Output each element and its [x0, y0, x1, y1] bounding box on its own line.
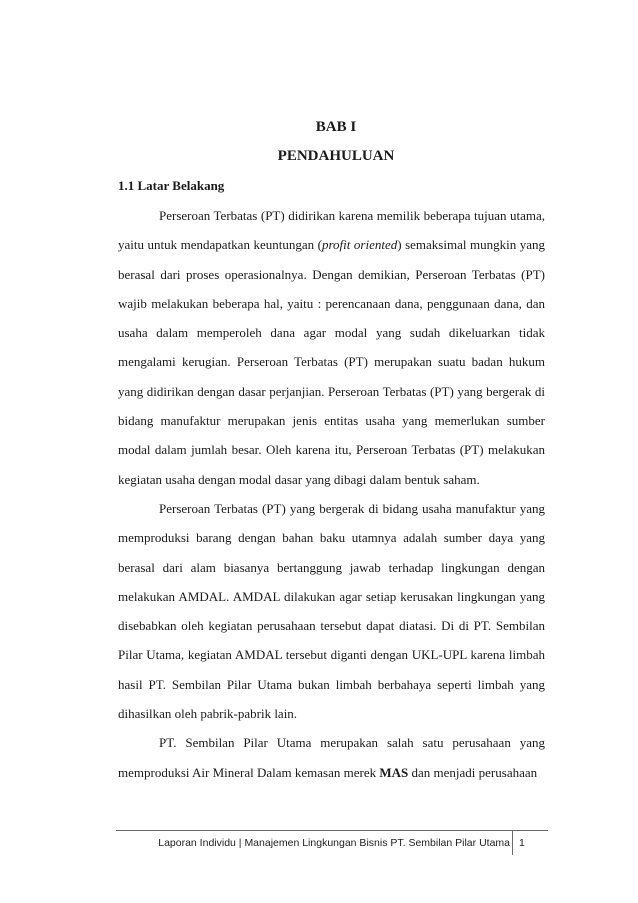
section-heading: 1.1 Latar Belakang: [118, 178, 225, 193]
page-footer: [116, 831, 548, 855]
paragraph-3-text-start: PT. Sembilan Pilar Utama merupakan salah satu perusahaan yang memproduksi Air Mineral Dalam kemasan merek: [118, 735, 545, 780]
paragraph-2: Perseroan Terbatas (PT) yang bergerak di bidang usaha manufaktur yang memproduksi barang dengan bahan baku utamnya adalah sumber daya yang berasal dari alam biasanya bertanggung jawab terhadap lingkungan dengan melakukan AMDAL. AMDAL dilakukan agar setiap kerusakan lingkungan yang disebabkan oleh kegiatan perusahaan tersebut dapat diatasi. Di di PT. Sembilan Pilar Utama, kegiatan AMDAL tersebut diganti dengan UKL-UPL karena limbah hasil PT. Sembilan Pilar Utama bukan limbah berbahaya seperti limbah yang dihasilkan oleh pabrik-pabrik lain.: [118, 500, 545, 722]
paragraph-3-text-end: dan menjadi perusahaan: [408, 764, 538, 780]
page-number-box: [512, 831, 548, 855]
footer-text: Laporan Individu | Manajemen Lingkungan Bisnis PT. Sembilan Pilar Utama: [158, 837, 510, 849]
brand-name: MAS: [379, 764, 409, 780]
paragraph-3: [118, 728, 545, 787]
profit-oriented-term: profit oriented: [321, 237, 398, 253]
paragraph-1-text-start: Perseroan Terbatas (PT) didirikan karena memilik beberapa tujuan utama, yaitu untuk mendapatkan keuntungan (: [118, 208, 545, 253]
chapter-title: PENDAHULUAN: [277, 148, 395, 164]
paragraph-1: [118, 201, 545, 494]
page-number: 1: [519, 837, 525, 849]
paragraph-1-text-end: ) semaksimal mungkin yang berasal dari proses operasionalnya. Dengan demikian, Perseroan Terbatas (PT) wajib melakukan beberapa hal, yaitu : perencanaan dana, penggunaan dana, dan usaha dalam memperoleh dana agar modal yang sudah dikeluarkan tidak mengalami kerugian. Perseroan Terbatas (PT) merupakan suatu badan hukum yang didirikan dengan dasar perjanjian. Perseroan Terbatas (PT) yang bergerak di bidang manufaktur merupakan jenis entitas usaha yang memerlukan sumber modal dalam jumlah besar. Oleh karena itu, Perseroan Terbatas (PT) melakukan kegiatan usaha dengan modal dasar yang dibagi dalam bentuk saham.: [118, 237, 545, 487]
body-text: [118, 201, 545, 787]
chapter-number: BAB I: [315, 119, 357, 135]
